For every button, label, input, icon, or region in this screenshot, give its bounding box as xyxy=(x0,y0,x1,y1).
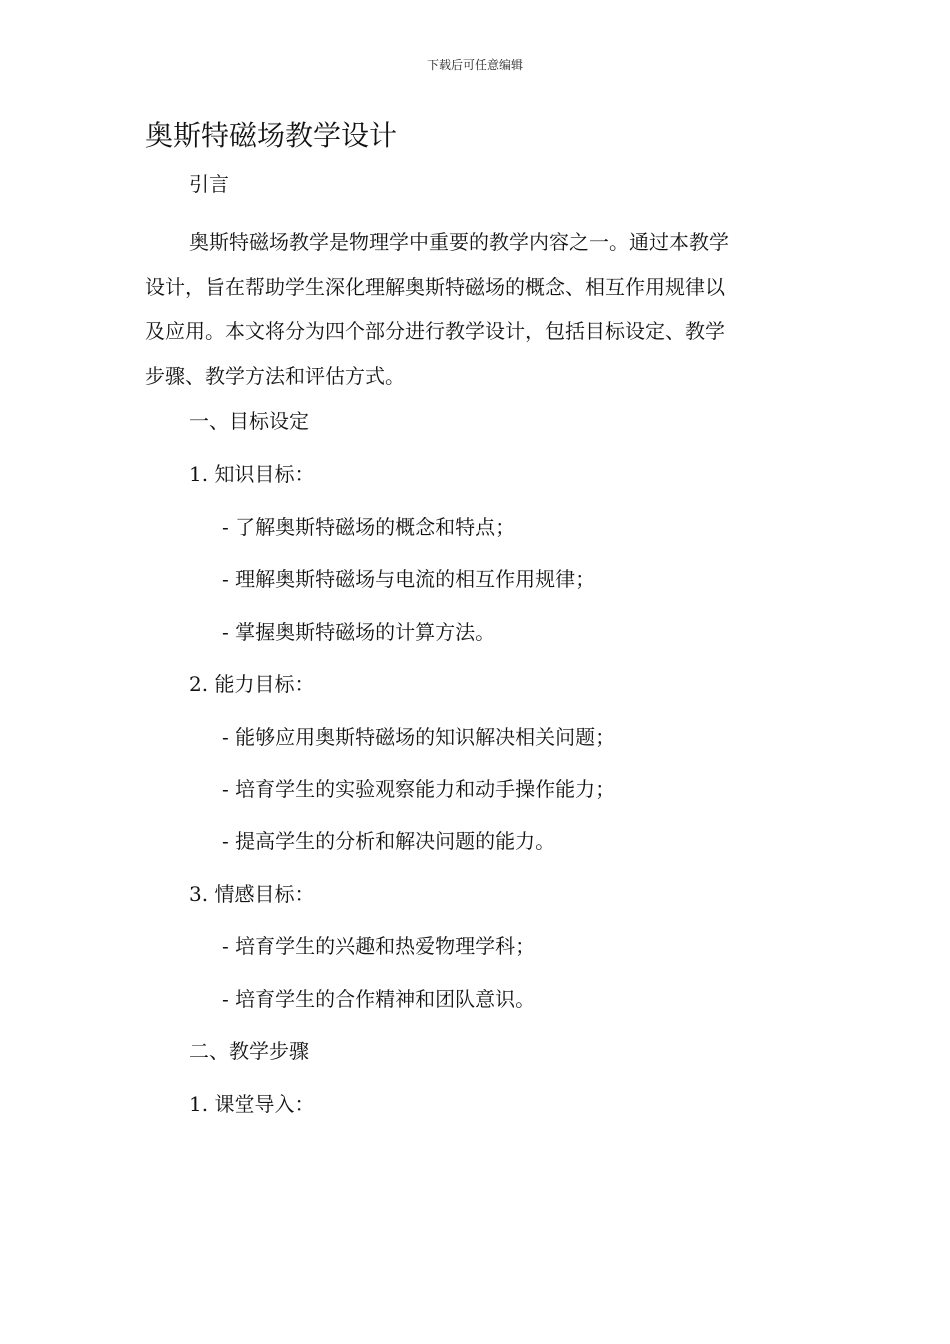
intro-heading: 引言 xyxy=(189,172,229,196)
list-item: - 理解奥斯特磁场与电流的相互作用规律； xyxy=(222,567,596,591)
list-item: - 培育学生的合作精神和团队意识。 xyxy=(222,987,536,1011)
list-item: - 掌握奥斯特磁场的计算方法。 xyxy=(222,620,496,644)
intro-line: 步骤、教学方法和评估方式。 xyxy=(145,363,405,388)
ability-goal-label: 2. 能力目标： xyxy=(189,672,315,696)
list-item: - 能够应用奥斯特磁场的知识解决相关问题； xyxy=(222,725,616,749)
intro-line: 设计，旨在帮助学生深化理解奥斯特磁场的概念、相互作用规律以 xyxy=(145,274,725,299)
intro-line: 奥斯特磁场教学是物理学中重要的教学内容之一。通过本教学 xyxy=(189,230,729,254)
list-item: - 了解奥斯特磁场的概念和特点； xyxy=(222,515,516,539)
list-item: - 提高学生的分析和解决问题的能力。 xyxy=(222,829,556,853)
section2-heading: 二、教学步骤 xyxy=(189,1039,309,1063)
list-item: - 培育学生的兴趣和热爱物理学科； xyxy=(222,934,536,958)
emotion-goal-label: 3. 情感目标： xyxy=(189,882,315,906)
step1-label: 1. 课堂导入： xyxy=(189,1092,315,1116)
header-note: 下载后可任意编辑 xyxy=(426,58,523,72)
document-title: 奥斯特磁场教学设计 xyxy=(145,119,398,152)
intro-paragraph xyxy=(145,220,795,398)
intro-line: 及应用。本文将分为四个部分进行教学设计，包括目标设定、教学 xyxy=(145,319,725,343)
knowledge-goal-label: 1. 知识目标： xyxy=(189,462,315,486)
section1-heading: 一、目标设定 xyxy=(189,409,309,433)
list-item: - 培育学生的实验观察能力和动手操作能力； xyxy=(222,777,616,801)
